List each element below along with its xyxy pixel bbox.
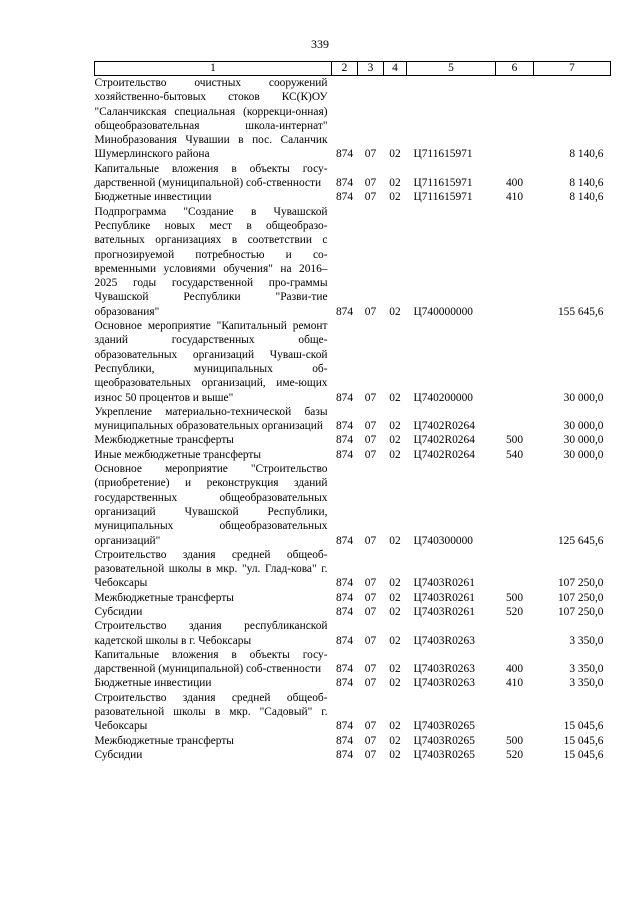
- row-vr-code: [496, 76, 534, 162]
- row-pr-code: 02: [389, 177, 401, 190]
- row-name: Капитальные вложения в объекты госу-дарственной (муниципальной) соб-ственности: [94, 648, 328, 676]
- row-rz-code: 07: [364, 391, 377, 404]
- row-pr-code: 02: [389, 391, 401, 404]
- row-rz-code: 07: [364, 420, 377, 433]
- row-amount: 15 045,6: [563, 748, 604, 761]
- row-amount: 107 250,0: [557, 605, 604, 618]
- row-vr-code: 520: [505, 748, 524, 761]
- row-vr-code: [496, 691, 534, 734]
- row-pr-code: 02: [389, 148, 401, 161]
- row-csr-code: Ц7402R0264: [413, 448, 475, 461]
- table-row: [95, 448, 611, 462]
- header-col-7: 7: [534, 62, 611, 76]
- row-csr-code: Ц7403R0265: [413, 720, 475, 733]
- row-amount: 30 000,0: [563, 420, 604, 433]
- row-gr-code: 874: [335, 734, 354, 747]
- header-col-6: 6: [496, 62, 534, 76]
- row-vr-code: 520: [505, 605, 524, 618]
- row-csr-code: Ц7403R0265: [413, 748, 475, 761]
- row-gr-code: 874: [335, 577, 354, 590]
- row-rz-code: 07: [364, 534, 377, 547]
- row-name: Бюджетные инвестиции: [94, 191, 212, 204]
- row-rz-code: 07: [364, 720, 377, 733]
- row-amount: 15 045,6: [563, 720, 604, 733]
- row-csr-code: Ц7403R0265: [413, 734, 475, 747]
- row-gr-code: 874: [335, 748, 354, 761]
- row-amount: 8 140,6: [569, 177, 604, 190]
- table-row: [95, 433, 611, 447]
- row-gr-code: 874: [335, 663, 354, 676]
- row-amount: 30 000,0: [563, 448, 604, 461]
- row-gr-code: 874: [335, 305, 354, 318]
- row-rz-code: 07: [364, 577, 377, 590]
- row-pr-code: 02: [389, 305, 401, 318]
- row-csr-code: Ц711615971: [413, 191, 473, 204]
- table-body: [95, 76, 611, 763]
- row-pr-code: 02: [389, 534, 401, 547]
- table-row: [95, 162, 611, 191]
- row-gr-code: 874: [335, 177, 354, 190]
- row-pr-code: 02: [389, 591, 401, 604]
- row-pr-code: 02: [389, 577, 401, 590]
- row-rz-code: 07: [364, 677, 377, 690]
- row-pr-code: 02: [389, 720, 401, 733]
- table-row: [95, 691, 611, 734]
- row-vr-code: 400: [505, 663, 524, 676]
- header-col-1: 1: [95, 62, 332, 76]
- row-name: Строительство здания средней общеоб-разовательной школы в мкр. "Садовый" г. Чебоксары: [94, 691, 328, 733]
- budget-table: [94, 61, 611, 762]
- page-number: 339: [311, 37, 329, 51]
- row-vr-code: 500: [505, 734, 524, 747]
- table-header: [95, 62, 611, 76]
- header-col-5: 5: [407, 62, 496, 76]
- table-row: [95, 734, 611, 748]
- row-gr-code: 874: [335, 634, 354, 647]
- row-name: Строительство очистных сооружений хозяйственно-бытовых стоков КС(К)ОУ "Саланчикская специальная (коррекци-онная) общеобразовательная школа-интернат" Минобразования Чувашии в пос. Саланчик Шумерлинского района: [94, 77, 328, 161]
- row-gr-code: 874: [335, 677, 354, 690]
- row-name: Строительство здания средней общеоб-разовательной школы в мкр. "ул. Глад-кова" г. Чебоксары: [94, 548, 328, 590]
- row-name: Иные межбюджетные трансферты: [94, 448, 262, 461]
- row-name: Строительство здания республиканской кадетской школы в г. Чебоксары: [94, 620, 328, 647]
- table-row: [95, 76, 611, 162]
- row-name: Подпрограмма "Создание в Чувашской Республике новых мест в общеобразо-вательных организациях в соответствии с прогнозируемой потребностью и со-временными условиями обучения" на 2016–2025 годы государственной про-граммы Чувашской Республики "Разви-тие образования": [94, 205, 328, 318]
- table-row: [95, 190, 611, 204]
- row-name: Укрепление материально-технической базы муниципальных образовательных организаций: [94, 405, 328, 433]
- row-rz-code: 07: [364, 734, 377, 747]
- row-csr-code: Ц7403R0261: [413, 605, 475, 618]
- row-rz-code: 07: [364, 591, 377, 604]
- row-csr-code: Ц7403R0263: [413, 634, 475, 647]
- row-gr-code: 874: [335, 191, 354, 204]
- row-csr-code: Ц740300000: [413, 534, 473, 547]
- row-amount: 155 645,6: [557, 305, 604, 318]
- row-name: Капитальные вложения в объекты госу-дарственной (муниципальной) соб-ственности: [94, 162, 328, 190]
- row-rz-code: 07: [364, 448, 377, 461]
- row-gr-code: 874: [335, 720, 354, 733]
- table-row: [95, 405, 611, 434]
- table-row: [95, 648, 611, 677]
- row-rz-code: 07: [364, 305, 377, 318]
- row-vr-code: 410: [505, 191, 524, 204]
- row-gr-code: 874: [335, 534, 354, 547]
- row-csr-code: Ц7403R0263: [413, 677, 475, 690]
- row-vr-code: [496, 462, 534, 548]
- row-csr-code: Ц711615971: [413, 177, 473, 190]
- row-amount: 8 140,6: [569, 191, 604, 204]
- row-amount: 3 350,0: [569, 677, 604, 690]
- row-amount: 15 045,6: [563, 734, 604, 747]
- row-vr-code: [496, 619, 534, 648]
- row-vr-code: 540: [505, 448, 524, 461]
- row-vr-code: 400: [505, 177, 524, 190]
- row-pr-code: 02: [389, 434, 401, 447]
- row-csr-code: Ц7403R0261: [413, 577, 475, 590]
- row-rz-code: 07: [364, 663, 377, 676]
- row-amount: 107 250,0: [557, 591, 604, 604]
- row-rz-code: 07: [364, 748, 377, 761]
- row-vr-code: 410: [505, 677, 524, 690]
- row-name: Межбюджетные трансферты: [94, 434, 234, 447]
- table-row: [95, 462, 611, 548]
- row-csr-code: Ц711615971: [413, 148, 473, 161]
- row-vr-code: [496, 205, 534, 319]
- row-gr-code: 874: [335, 148, 354, 161]
- row-csr-code: Ц7402R0264: [413, 420, 475, 433]
- row-amount: 107 250,0: [557, 577, 604, 590]
- row-name: Субсидии: [94, 748, 143, 761]
- row-vr-code: [496, 319, 534, 405]
- row-name: Межбюджетные трансферты: [94, 734, 234, 747]
- row-name: Основное мероприятие "Строительство (приобретение) и реконструкция зданий государственных общеобразовательных организаций Чувашской Республики, муниципальных общеобразовательных организаций": [94, 463, 328, 547]
- row-amount: 3 350,0: [569, 634, 604, 647]
- row-name: Субсидии: [94, 605, 143, 618]
- row-rz-code: 07: [364, 634, 377, 647]
- row-gr-code: 874: [335, 448, 354, 461]
- row-rz-code: 07: [364, 605, 377, 618]
- row-gr-code: 874: [335, 420, 354, 433]
- row-name: Бюджетные инвестиции: [94, 677, 212, 690]
- row-pr-code: 02: [389, 748, 401, 761]
- row-pr-code: 02: [389, 448, 401, 461]
- header-col-2: 2: [332, 62, 358, 76]
- row-amount: 8 140,6: [569, 148, 604, 161]
- table-row: [95, 619, 611, 648]
- row-gr-code: 874: [335, 605, 354, 618]
- header-col-4: 4: [384, 62, 407, 76]
- row-vr-code: 500: [505, 591, 524, 604]
- table-row: [95, 605, 611, 619]
- row-vr-code: [496, 405, 534, 434]
- row-rz-code: 07: [364, 191, 377, 204]
- row-gr-code: 874: [335, 434, 354, 447]
- table-row: [95, 548, 611, 591]
- row-vr-code: [496, 548, 534, 591]
- row-csr-code: Ц740200000: [413, 391, 473, 404]
- row-rz-code: 07: [364, 148, 377, 161]
- row-pr-code: 02: [389, 634, 401, 647]
- row-rz-code: 07: [364, 434, 377, 447]
- header-row: [95, 62, 611, 76]
- row-pr-code: 02: [389, 605, 401, 618]
- row-rz-code: 07: [364, 177, 377, 190]
- row-name: Межбюджетные трансферты: [94, 591, 234, 604]
- table-row: [95, 676, 611, 690]
- row-amount: 3 350,0: [569, 663, 604, 676]
- row-amount: 125 645,6: [557, 534, 604, 547]
- table-row: [95, 748, 611, 762]
- row-pr-code: 02: [389, 734, 401, 747]
- table-row: [95, 205, 611, 319]
- table-row: [95, 319, 611, 405]
- row-pr-code: 02: [389, 191, 401, 204]
- row-name: Основное мероприятие "Капитальный ремонт зданий государственных обще-образовательных организаций Чуваш-ской Республики, муниципальных об-щеобразовательных организаций, име-ющих износ 50 процентов и выше": [94, 320, 328, 404]
- row-pr-code: 02: [389, 677, 401, 690]
- row-pr-code: 02: [389, 663, 401, 676]
- row-gr-code: 874: [335, 391, 354, 404]
- row-csr-code: Ц7403R0263: [413, 663, 475, 676]
- header-col-3: 3: [358, 62, 384, 76]
- row-vr-code: 500: [505, 434, 524, 447]
- row-csr-code: Ц7403R0261: [413, 591, 475, 604]
- row-amount: 30 000,0: [563, 391, 604, 404]
- row-csr-code: Ц740000000: [413, 305, 473, 318]
- row-amount: 30 000,0: [563, 434, 604, 447]
- row-gr-code: 874: [335, 591, 354, 604]
- row-csr-code: Ц7402R0264: [413, 434, 475, 447]
- table-row: [95, 591, 611, 605]
- row-pr-code: 02: [389, 420, 401, 433]
